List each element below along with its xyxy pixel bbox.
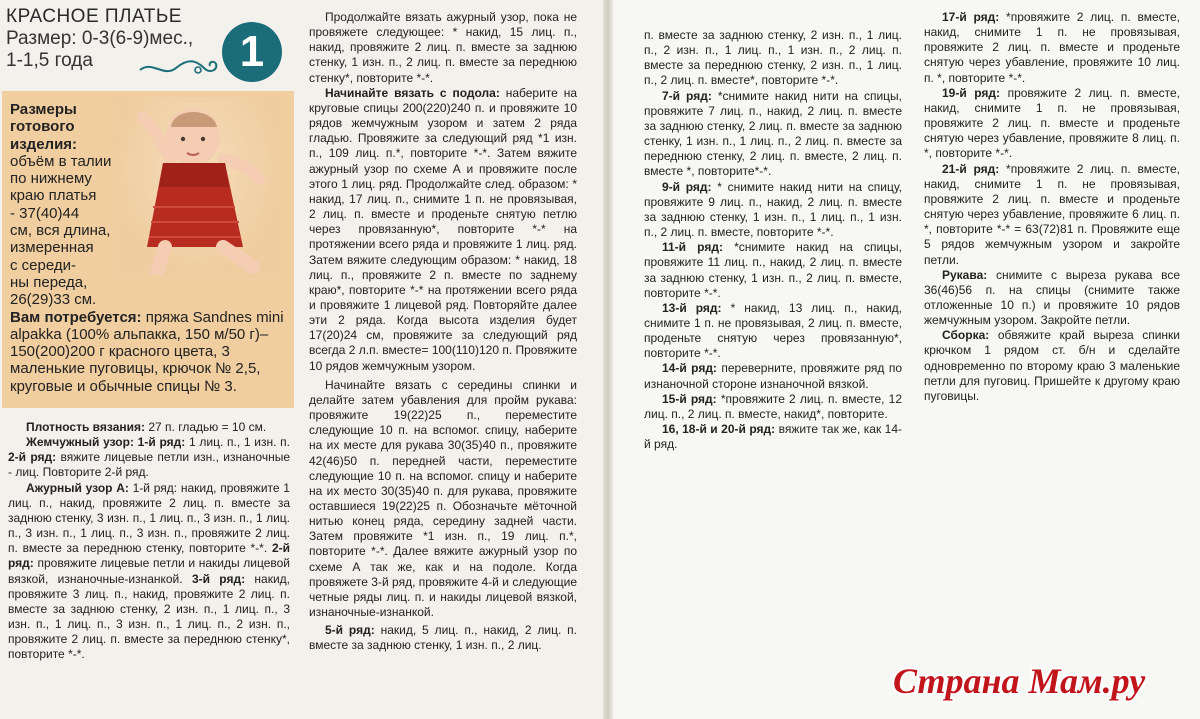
- row-14: 14-й ряд: переверните, провяжите ряд по изнаночной стороне изнаночной вязкой.: [644, 361, 902, 391]
- size-line-9: 26(29)33 см.: [10, 291, 97, 309]
- lace-pattern-paragraph: Ажурный узор А: 1-й ряд: накид, провяжите 1 лиц. п., накид, провяжите 2 лиц. п. вместе за заднюю стенку, 3 изн. п., 1 лиц. п., 3 изн. п., 1 лиц. п., 3 изн. п., 1 лиц. п., 3 изн. п., провяжите 2 лиц. п. вместе за переднюю стенку, повторите *-*. 2-й ряд: провяжите лицевые петли и накиды лицевой вязкой, изнаночные-изнанкой. 3-й ряд: накид, провяжите 3 лиц. п., накид, провяжите 2 лиц. п. вместе за заднюю стенку, 2 изн. п., 1 лиц. п., 3 изн. п., 1 лиц. п., 3 изн. п., 1 лиц. п., 2 изн. п., провяжите 2 лиц. п. вместе за переднюю стенку*, повторите *-*.: [8, 480, 291, 662]
- column-4: [924, 10, 1180, 404]
- continue-lace-paragraph: Продолжайте вязать ажурный узор, пока не провяжете следующее: * накид, 15 лиц. п., накид, провяжите 2 лиц. п. вместе за заднюю стенку, 1 изн. п., 2 лиц. п. вместе за переднюю стенку*, повторите *-*.: [309, 10, 577, 85]
- size-line-7: с середи-: [10, 256, 76, 274]
- age-line: 1-1,5 года: [6, 50, 93, 71]
- column-1: [8, 420, 290, 663]
- row-7: 7-й ряд: *снимите накид нити на спицы, провяжите 7 лиц. п., накид, 2 лиц. п. вместе за заднюю стенку, 2 лиц. п. вместе за заднюю стенку, 1 изн. п., 1 лиц. п., 2 лиц. п. вместе за переднюю стенку, 2 лиц. п. вместе, 2 лиц. п. вместе *, повторите*-*.: [644, 88, 902, 179]
- back-start-paragraph: Начинайте вязать с середины спинки и делайте затем убавления для пройм рукава: провяжите 19(22)25 п., переместите следующие 10 п. на вспомог. спицу, наберите на их месте для рукава 30(35)40 п., провяжите 42(46)50 п. передней части, переместите следующие 10 п. на вспомог. спицу и наберите на их место 30(35)40 п. для рукава, провяжите оставшиеся 19(22)25 п. Обозначьте мёточной нитью конец ряда, середину задней части. Затем провяжите *1 изн. п., 19 лиц. п.*, повторите *-*. Далее вяжите ажурный узор по схеме А так же, как и на подоле. Когда провяжете 3-й ряд, провяжите 4-й и следующие четные ряды лиц. п. и накиды лицевой вязкой, изнаночные-изнанкой.: [309, 377, 577, 620]
- row-5-paragraph: 5-й ряд: накид, 5 лиц. п., накид, 2 лиц. п. вместе за заднюю стенку, 1 изн. п., 2 лиц.: [309, 623, 577, 653]
- site-watermark: Страна Мам.ру: [893, 661, 1146, 701]
- size-line-5: см, вся длина,: [10, 222, 111, 240]
- size-line-3: краю платья: [10, 187, 97, 205]
- size-line-2: по нижнему: [10, 170, 92, 188]
- size-line-6: измеренная: [10, 239, 94, 257]
- size-heading: Размеры готового изделия:: [10, 101, 78, 153]
- pattern-number-badge: 1: [222, 22, 282, 82]
- row-11: 11-й ряд: *снимите накид на спицы, провяжите 11 лиц. п., накид, 2 лиц. п. вместе за заднюю стенку, 1 изн. п., 2 лиц. п. вместе, повторите *-*.: [644, 240, 902, 300]
- materials-block: [10, 309, 290, 395]
- row-21: 21-й ряд: *провяжите 2 лиц. п. вместе, накид, снимите 1 п. не провязывая, провяжите 2 лиц. п. вместе и проденьте снятую через убавление, провяжите 6 лиц. п. *, повторите *-* = 63(72)81 п. Провяжите еще 5 рядов жемчужным узором и закройте петли.: [924, 161, 1181, 267]
- density-paragraph: Плотность вязания: 27 п. гладью = 10 см.: [26, 420, 267, 434]
- row-9: 9-й ряд: * снимите накид нити на спицу, провяжите 9 лиц. п., накид, 2 лиц. п. вместе за заднюю стенку, 1 изн. п., 1 лиц. п., 1 изн. п., 2 лиц. п. вместе, повторите *-*.: [644, 179, 902, 240]
- materials-heading: Вам потребуется:: [10, 308, 142, 326]
- column-2: [309, 10, 577, 654]
- info-text: [10, 101, 290, 395]
- row-13: 13-й ряд: * накид, 13 лиц. п., накид, снимите 1 п. не провязывая, 2 лиц. п. вместе, проденьте снятую через провязанную*, повторите *-*.: [644, 300, 902, 361]
- row-5-continued: п. вместе за заднюю стенку, 2 изн. п., 1 лиц. п., 2 изн. п., 1 лиц. п., 1 изн. п., 2 лиц. п. вместе за переднюю стенку, 2 изн. п., 1 лиц. п., 2 лиц. п. вместе*, повторите *-*.: [644, 28, 902, 88]
- row-17: 17-й ряд: *провяжите 2 лиц. п. вместе, накид, снимите 1 п. не провязывая, провяжите 2 лиц. п. вместе и проденьте снятую через убавление, провяжите 10 лиц. п. *, повторите *-*.: [924, 10, 1181, 85]
- row-15: 15-й ряд: *провяжите 2 лиц. п. вместе, 12 лиц. п., 2 лиц. п. вместе, накид*, повторите.: [644, 391, 902, 421]
- pearl-pattern-paragraph: Жемчужный узор: 1-й ряд: 1 лиц. п., 1 изн. п. 2-й ряд: вяжите лицевые петли изн., изнаночные - лиц. Повторите 2-й ряд.: [8, 435, 291, 480]
- row-19: 19-й ряд: провяжите 2 лиц. п. вместе, накид, снимите 1 п. не провязывая, провяжите 2 лиц. п. вместе и проденьте снятую через убавление, провяжите 8 лиц. п. *, повторите *-*.: [924, 85, 1180, 161]
- pattern-title: КРАСНОЕ ПЛАТЬЕ: [6, 6, 182, 27]
- assembly: Сборка: обвяжите край выреза спинки крючком 1 рядом ст. б/н и сделайте одновременно по второму краю 3 маленькие петли для пуговиц. Пришейте к другому краю пуговицы.: [924, 328, 1180, 403]
- hem-paragraph: Начинайте вязать с подола: наберите на круговые спицы 200(220)240 п. и провяжите 10 рядов жемчужным узором и затем 2 ряда гладью. Провяжите за следующий ряд *1 изн. п., 109 лиц. п.*, повторите *-*. Затем вяжите ажурный узор по схеме А и провяжите после этого 1 лиц. ряд. Продолжайте след. образом: * накид, 17 лиц. п., снимите 1 п. не провязывая, 2 лиц. п. вместе и проденьте снятую петлю через провязанную*, повторите *-* на протяжении всего ряда и провяжите 1 лиц. ряд. Затем вяжите следующим образом: * накид, 18 лиц. п., провяжите 2 п. вместе по заднему краю*, повторите *-* на протяжении всего ряда и провяжите 1 лицевой ряд. Повторяйте далее эти 2 ряда. Когда высота изделия будет 17(20)24 см, провяжите за следующий ряд всегда 2 л.п. вместе= 100(110)120 п. Провяжите 10 рядов жемчужным узором.: [309, 85, 577, 373]
- column-3: [644, 28, 902, 452]
- size-details: [10, 153, 116, 309]
- size-line-8: ны переда,: [10, 273, 88, 291]
- sleeves: Рукава: снимите с выреза рукава все 36(46)56 п. на спицы (снимите также отложенные 10 п.) и провяжите 10 рядов жемчужным узором. Закройте петли.: [924, 267, 1181, 328]
- size-line-4: - 37(40)44: [10, 204, 80, 222]
- swirl-ornament-icon: [138, 56, 220, 80]
- page-fold: [603, 0, 613, 719]
- size-line: Размер: 0-3(6-9)мес.,: [6, 28, 194, 49]
- row-16-18-20: 16, 18-й и 20-й ряд: вяжите так же, как 14-й ряд.: [644, 422, 902, 452]
- size-line-1: объём в талии: [10, 152, 112, 170]
- materials-text: пряжа Sandnes mini alpakka (100% альпакка, 150 м/50 г)– 150(200)200 г красного цвета, 3 маленькие пуговицы, крючок № 2,5, круговые и обычные спицы № 3.: [10, 308, 284, 395]
